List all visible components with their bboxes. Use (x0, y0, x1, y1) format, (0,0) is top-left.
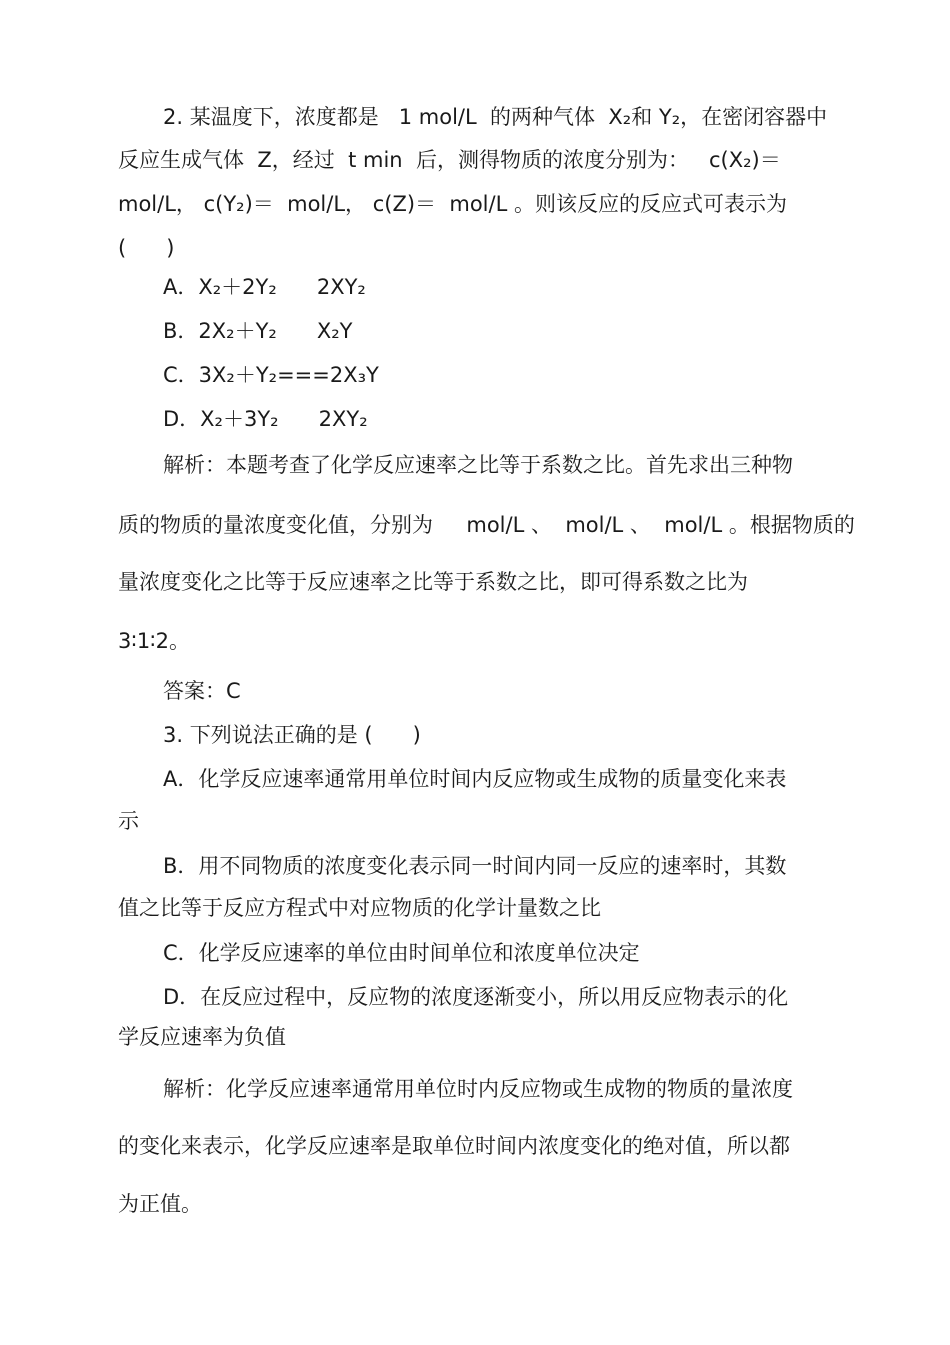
q3-option-a-line-1: A．化学反应速率通常用单位时间内反应物或生成物的质量变化来表 (163, 767, 787, 791)
q3-analysis-line-2: 的变化来表示，化学反应速率是取单位时间内浓度变化的绝对值，所以都 (118, 1134, 790, 1158)
q3-option-b-line-2: 值之比等于反应方程式中对应物质的化学计量数之比 (118, 896, 601, 920)
q3-stem: 3. 下列说法正确的是 ( ) (163, 723, 421, 747)
q3-analysis-line-1: 解析：化学反应速率通常用单位时内反应物或生成物的物质的量浓度 (163, 1077, 793, 1101)
q3-option-c: C．化学反应速率的单位由时间单位和浓度单位决定 (163, 941, 640, 965)
q2-analysis-line-4: 3∶1∶2。 (118, 629, 191, 653)
q2-analysis-line-1: 解析：本题考查了化学反应速率之比等于系数之比。首先求出三种物 (163, 453, 793, 477)
q3-option-d-line-2: 学反应速率为负值 (118, 1025, 286, 1049)
q2-stem-line-2: 反应生成气体 Z，经过 t min 后，测得物质的浓度分别为： c(X₂)＝ (118, 148, 781, 172)
q2-option-d: D．X₂＋3Y₂ 2XY₂ (163, 407, 368, 431)
q2-answer-blank: ( ) (118, 236, 175, 260)
q2-answer: 答案：C (163, 679, 241, 703)
q2-analysis-line-3: 量浓度变化之比等于反应速率之比等于系数之比，即可得系数之比为 (118, 570, 748, 594)
q2-option-b: B．2X₂＋Y₂ X₂Y (163, 319, 353, 343)
q3-option-a-line-2: 示 (118, 809, 139, 833)
q3-option-d-line-1: D．在反应过程中，反应物的浓度逐渐变小，所以用反应物表示的化 (163, 985, 789, 1009)
q2-stem-line-3: mol/L， c(Y₂)＝ mol/L， c(Z)＝ mol/L 。则该反应的反应式可表示为 (118, 192, 787, 216)
q2-option-a: A．X₂＋2Y₂ 2XY₂ (163, 275, 366, 299)
q2-analysis-line-2: 质的物质的量浓度变化值，分别为 mol/L 、 mol/L 、 mol/L 。根据物质的 (118, 513, 855, 537)
q2-option-c: C．3X₂＋Y₂===2X₃Y (163, 363, 379, 387)
q3-analysis-line-3: 为正值。 (118, 1192, 202, 1216)
q3-option-b-line-1: B．用不同物质的浓度变化表示同一时间内同一反应的速率时，其数 (163, 854, 787, 878)
q2-stem-line-1: 2. 某温度下，浓度都是 1 mol/L 的两种气体 X₂和 Y₂，在密闭容器中 (163, 105, 828, 129)
